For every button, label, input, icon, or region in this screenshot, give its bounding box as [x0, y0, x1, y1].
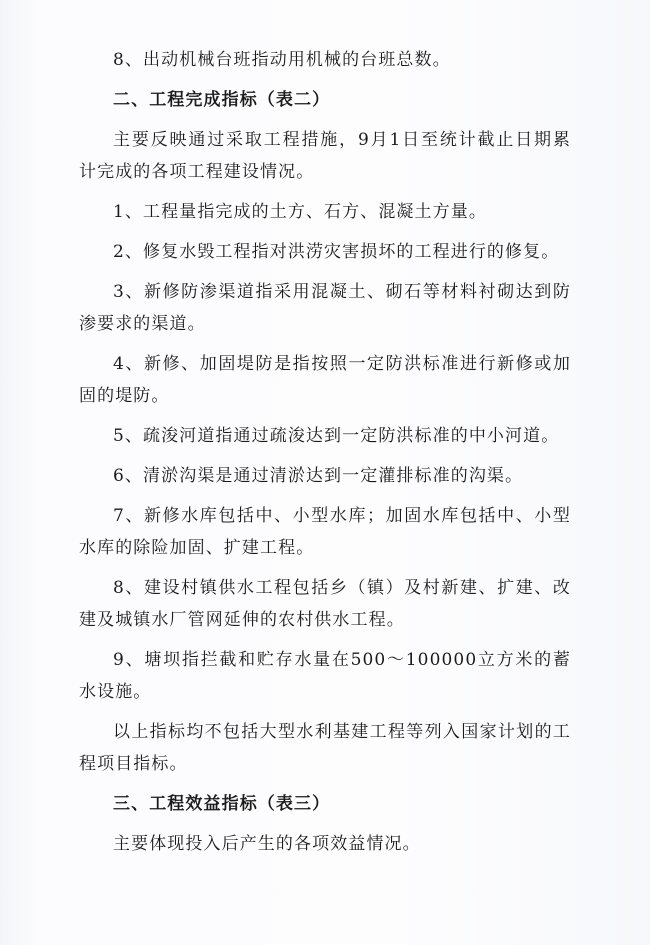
paragraph-exclusion-note: 以上指标均不包括大型水利基建工程等列入国家计划的工程项目指标。 — [79, 722, 571, 774]
paragraph-item-9: 9、塘坝指拦截和贮存水量在500～100000立方米的蓄水设施。 — [79, 650, 571, 702]
paragraph-item-2: 2、修复水毁工程指对洪涝灾害损坏的工程进行的修复。 — [113, 242, 560, 262]
paragraph-item-8: 8、建设村镇供水工程包括乡（镇）及村新建、扩建、改建及城镇水厂管网延伸的农村供水工程。 — [79, 578, 571, 630]
paragraph-item-1: 1、工程量指完成的土方、石方、混凝土方量。 — [113, 202, 487, 222]
paragraph-item-5: 5、疏浚河道指通过疏浚达到一定防洪标准的中小河道。 — [113, 426, 560, 446]
paragraph-item-7: 7、新修水库包括中、小型水库；加固水库包括中、小型水库的除险加固、扩建工程。 — [79, 506, 571, 558]
section-heading-benefit-indicators: 三、工程效益指标（表三） — [113, 794, 331, 814]
paragraph-item-6: 6、清淤沟渠是通过清淤达到一定灌排标准的沟渠。 — [113, 466, 524, 486]
document-body — [79, 44, 571, 868]
paragraph-completion-intro: 主要反映通过采取工程措施，9月1日至统计截止日期累计完成的各项工程建设情况。 — [79, 130, 571, 182]
section-heading-completion-indicators: 二、工程完成指标（表二） — [113, 90, 331, 110]
paragraph-machinery-shifts: 8、出动机械台班指动用机械的台班总数。 — [113, 50, 451, 70]
paragraph-item-4: 4、新修、加固堤防是指按照一定防洪标准进行新修或加固的堤防。 — [79, 354, 571, 406]
paragraph-item-3: 3、新修防渗渠道指采用混凝土、砌石等材料衬砌达到防渗要求的渠道。 — [79, 282, 571, 334]
paragraph-benefit-intro: 主要体现投入后产生的各项效益情况。 — [113, 834, 421, 854]
